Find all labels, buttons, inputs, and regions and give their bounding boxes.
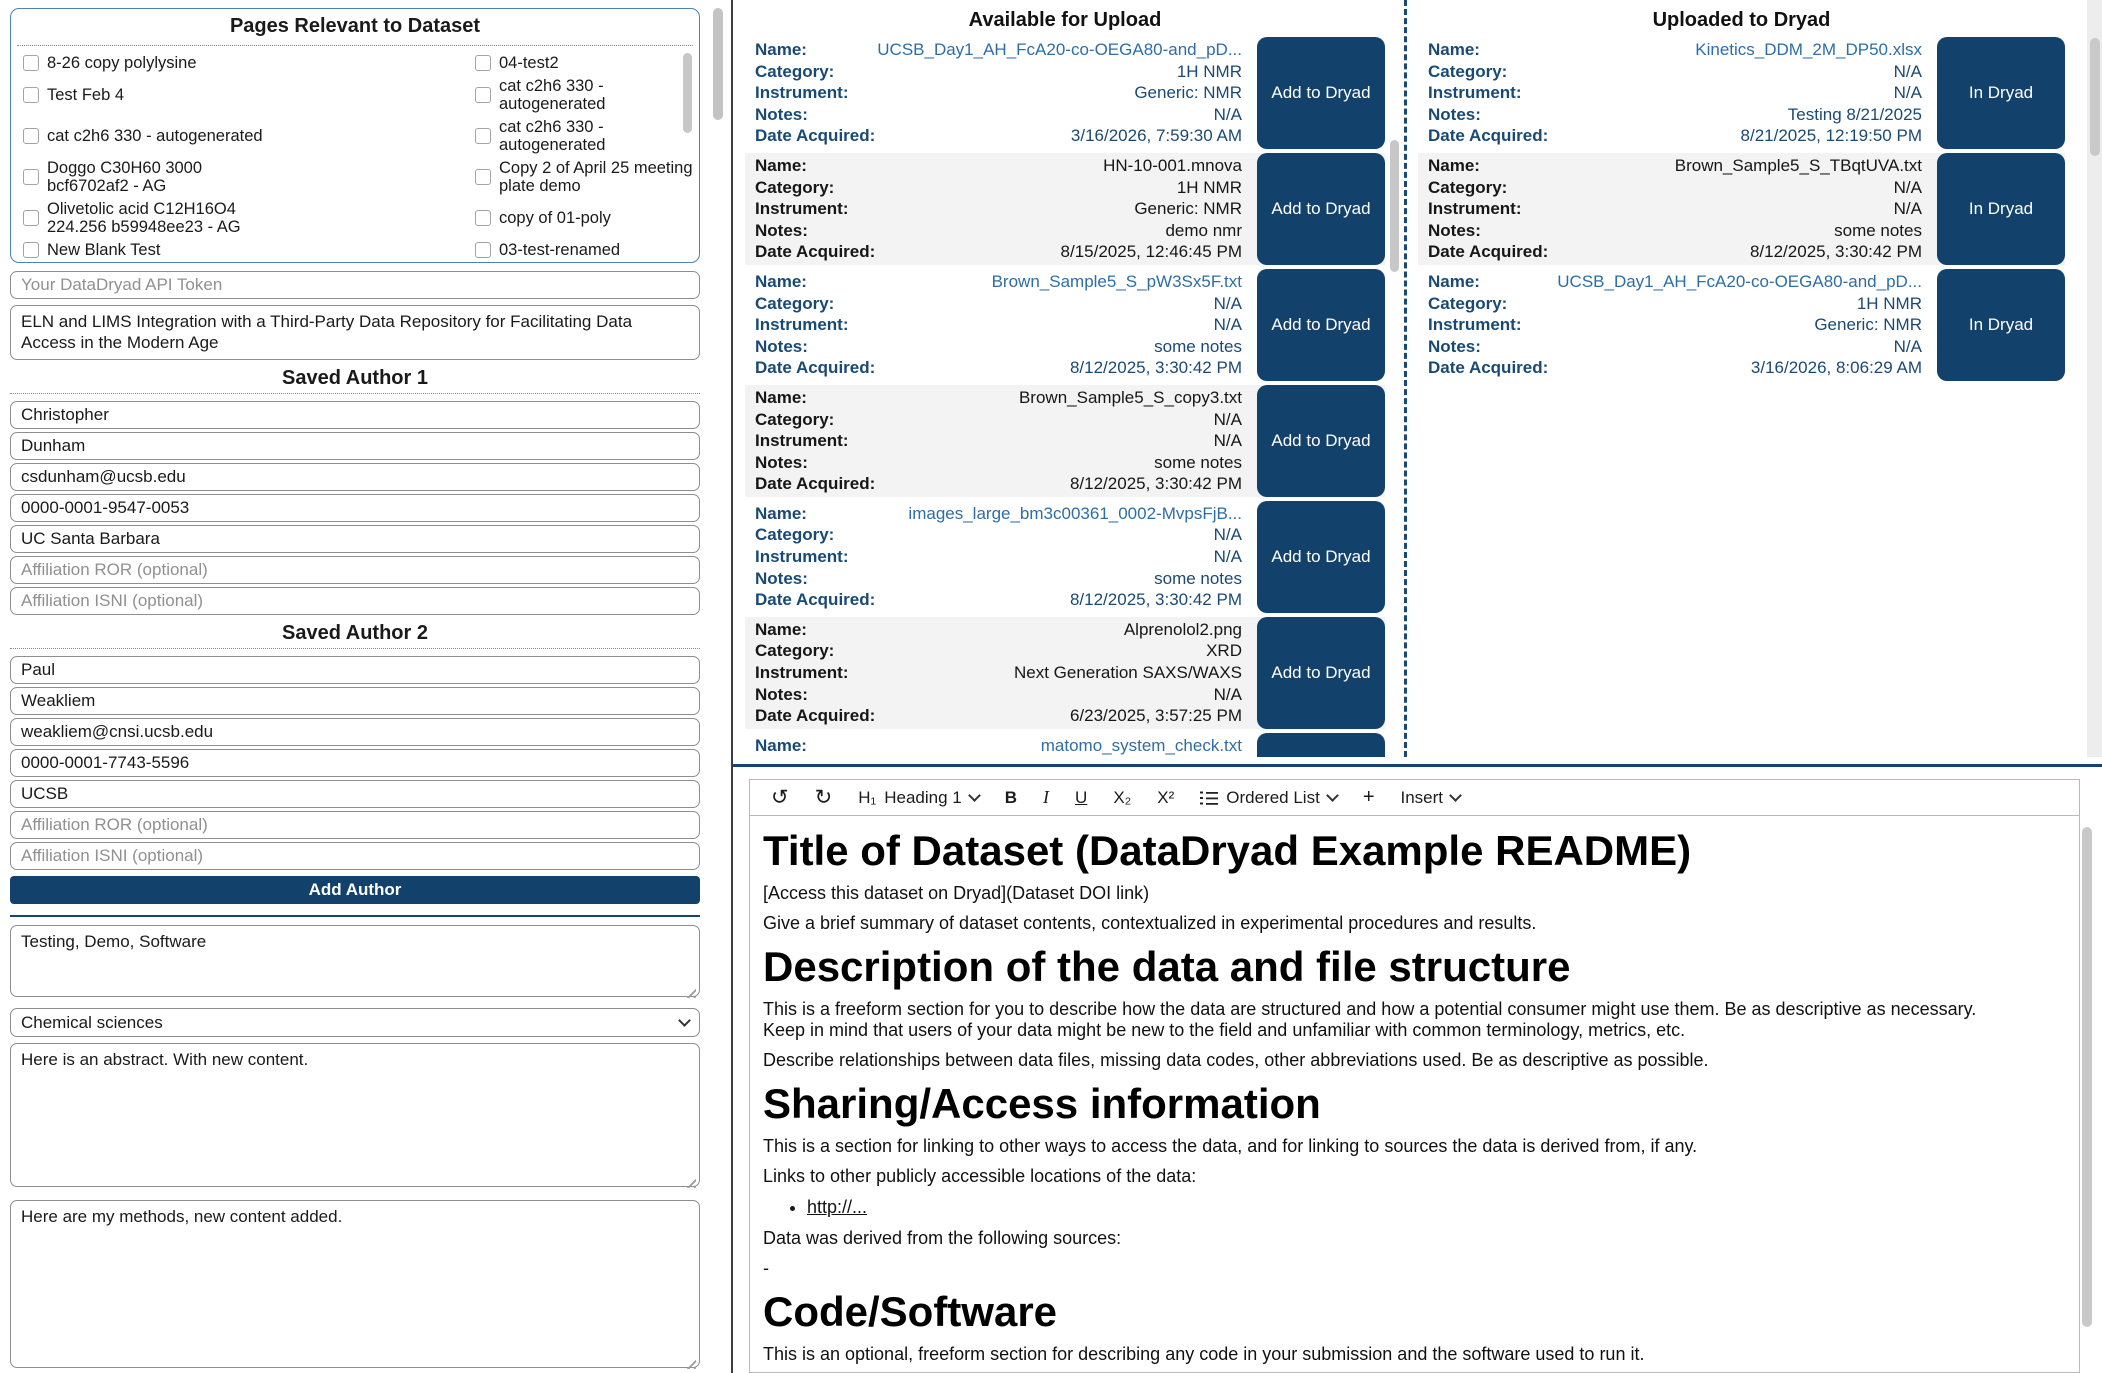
field-label-category: Category: bbox=[755, 525, 835, 545]
page-checkbox[interactable] bbox=[23, 242, 39, 258]
field-label-notes: Notes: bbox=[755, 684, 808, 704]
field-value-date: 3/16/2026, 8:06:29 AM bbox=[1750, 358, 1922, 378]
page-option[interactable] bbox=[23, 240, 475, 260]
file-fields bbox=[745, 153, 1251, 265]
file-fields bbox=[1418, 37, 1931, 149]
field-label-category: Category: bbox=[1428, 293, 1508, 313]
field-label-date: Date Acquired: bbox=[1428, 358, 1549, 378]
field-value-category: 1H NMR bbox=[1856, 293, 1922, 313]
field-label-date: Date Acquired: bbox=[1428, 126, 1549, 146]
pages-panel-title: Pages Relevant to Dataset bbox=[17, 15, 693, 46]
field-value-name[interactable]: UCSB_Day1_AH_FcA20-co-OEGA80-and_pD... bbox=[1557, 271, 1922, 291]
field-label-notes: Notes: bbox=[1428, 220, 1481, 240]
editor-content-area[interactable] bbox=[749, 816, 2080, 1373]
insert-plus-button[interactable]: + bbox=[1350, 780, 1388, 815]
doc-heading: Description of the data and file structure bbox=[763, 943, 1571, 990]
page-option[interactable] bbox=[475, 158, 695, 196]
field-label-date: Date Acquired: bbox=[755, 474, 876, 494]
page-option[interactable] bbox=[23, 158, 475, 196]
page-checkbox[interactable] bbox=[23, 128, 39, 144]
field-value-date: 8/12/2025, 3:30:42 PM bbox=[1749, 242, 1922, 262]
author-first-name-field[interactable] bbox=[10, 656, 700, 684]
chevron-down-icon bbox=[968, 789, 981, 802]
available-for-upload-column bbox=[733, 0, 1385, 757]
available-list-scrollbar bbox=[1385, 0, 1403, 757]
file-fields bbox=[745, 269, 1251, 381]
in-dryad-button[interactable]: In Dryad bbox=[1937, 37, 2065, 149]
page-option-label: 03-test-renamed bbox=[499, 241, 621, 259]
dotted-divider bbox=[10, 393, 700, 394]
field-label-notes: Notes: bbox=[755, 220, 808, 240]
page-option-label: copy of 01-poly bbox=[499, 209, 611, 227]
field-value-category: N/A bbox=[1213, 293, 1242, 313]
in-dryad-button[interactable]: In Dryad bbox=[1937, 269, 2065, 381]
uploaded-list-scrollbar-thumb[interactable] bbox=[2090, 38, 2100, 156]
field-label-instrument: Instrument: bbox=[755, 663, 849, 683]
ordered-list-icon bbox=[1200, 790, 1218, 806]
field-label-date: Date Acquired: bbox=[755, 242, 876, 262]
page-checkbox[interactable] bbox=[475, 169, 491, 185]
field-value-category: 1H NMR bbox=[1176, 177, 1242, 197]
field-value-notes: demo nmr bbox=[1165, 220, 1242, 240]
pages-list bbox=[15, 46, 695, 263]
field-value-date: 8/12/2025, 3:30:42 PM bbox=[1069, 474, 1242, 494]
field-value-category: N/A bbox=[1213, 409, 1242, 429]
field-value-notes: N/A bbox=[1213, 104, 1242, 124]
doc-bullet-item bbox=[807, 1197, 2019, 1218]
add-to-dryad-button[interactable]: Add to Dryad bbox=[1257, 617, 1385, 729]
page-option-label: New Blank Test bbox=[47, 241, 161, 259]
doc-paragraph: Links to other publicly accessible locations of the data: bbox=[763, 1166, 1197, 1186]
field-label-name: Name: bbox=[755, 735, 807, 755]
file-card bbox=[1418, 37, 2065, 149]
ordered-list-label: Ordered List bbox=[1226, 787, 1320, 807]
field-value-category: N/A bbox=[1213, 525, 1242, 545]
add-to-dryad-button[interactable]: Add to Dryad bbox=[1257, 37, 1385, 149]
field-label-instrument: Instrument: bbox=[755, 83, 849, 103]
page-checkbox[interactable] bbox=[475, 128, 491, 144]
available-list-scrollbar-thumb[interactable] bbox=[1390, 140, 1399, 272]
doc-link[interactable]: http://... bbox=[807, 1197, 868, 1217]
field-label-name: Name: bbox=[755, 387, 807, 407]
file-card bbox=[745, 153, 1385, 265]
file-fields bbox=[745, 501, 1251, 613]
available-files-list bbox=[745, 37, 1385, 757]
author-isni-field[interactable] bbox=[10, 842, 700, 870]
redo-icon: ↻ bbox=[814, 785, 833, 809]
author-affiliation-field[interactable] bbox=[10, 525, 700, 553]
left-column-scrollbar bbox=[706, 0, 731, 1373]
insert-dropdown-label: Insert bbox=[1400, 787, 1444, 807]
uploaded-list-scrollbar bbox=[2087, 0, 2102, 757]
field-value-notes: some notes bbox=[1154, 568, 1242, 588]
insert-dropdown[interactable] bbox=[1388, 780, 1474, 815]
field-value-name: Brown_Sample5_S_copy3.txt bbox=[1018, 387, 1242, 407]
field-value-date: 3/16/2026, 7:59:30 AM bbox=[1070, 126, 1242, 146]
field-value-name[interactable]: Kinetics_DDM_2M_DP50.xlsx bbox=[1695, 40, 1922, 59]
field-value-notes: N/A bbox=[1893, 336, 1922, 356]
field-label-category: Category: bbox=[755, 293, 835, 313]
page-option-label: cat c2h6 330 - autogenerated bbox=[499, 77, 606, 113]
file-card bbox=[745, 37, 1385, 149]
subscript-button[interactable]: X₂ bbox=[1100, 780, 1144, 815]
field-label-date: Date Acquired: bbox=[1428, 242, 1549, 262]
page-option-label: 04-test2 bbox=[499, 54, 559, 72]
field-value-category: N/A bbox=[1893, 177, 1922, 197]
page-option-label: Copy 2 of April 25 meeting plate demo bbox=[499, 159, 693, 195]
file-fields bbox=[1418, 269, 1931, 381]
field-value-name: Alprenolol2.png bbox=[1123, 619, 1242, 639]
field-value-instrument: Generic: NMR bbox=[1814, 315, 1922, 335]
field-label-category: Category: bbox=[1428, 61, 1508, 81]
field-label-name: Name: bbox=[755, 503, 807, 523]
add-to-dryad-button[interactable]: Add to Dryad bbox=[1257, 501, 1385, 613]
field-label-notes: Notes: bbox=[1428, 336, 1481, 356]
field-label-notes: Notes: bbox=[755, 452, 808, 472]
page-option[interactable] bbox=[475, 53, 695, 73]
field-label-category: Category: bbox=[1428, 177, 1508, 197]
field-value-category: XRD bbox=[1206, 641, 1242, 661]
author-email-field[interactable] bbox=[10, 718, 700, 746]
author-last-name-field[interactable] bbox=[10, 432, 700, 460]
field-value-instrument: Next Generation SAXS/WAXS bbox=[1013, 663, 1242, 683]
field-label-instrument: Instrument: bbox=[1428, 83, 1522, 103]
undo-icon: ↺ bbox=[771, 785, 789, 809]
redo-button[interactable] bbox=[802, 780, 846, 815]
keywords-wrap bbox=[10, 925, 700, 1002]
subject-select[interactable] bbox=[10, 1008, 700, 1037]
field-value-category: N/A bbox=[1893, 61, 1922, 81]
field-value-instrument: N/A bbox=[1213, 315, 1242, 335]
page-checkbox[interactable] bbox=[23, 87, 39, 103]
field-value-instrument: N/A bbox=[1213, 547, 1242, 567]
field-value-name[interactable]: UCSB_Day1_AH_FcA20-co-OEGA80-and_pD... bbox=[877, 40, 1242, 59]
field-label-instrument: Instrument: bbox=[1428, 315, 1522, 335]
page-option-label: Doggo C30H60 3000 bcf6702af2 - AG bbox=[47, 159, 203, 195]
add-author-button[interactable]: Add Author bbox=[10, 876, 700, 903]
page-option[interactable] bbox=[23, 199, 475, 237]
author-orcid-field[interactable] bbox=[10, 494, 700, 522]
page-checkbox[interactable] bbox=[475, 55, 491, 71]
field-label-date: Date Acquired: bbox=[755, 706, 876, 726]
add-to-dryad-button[interactable]: Add to Dryad bbox=[1257, 153, 1385, 265]
page-checkbox[interactable] bbox=[475, 87, 491, 103]
in-dryad-button[interactable]: In Dryad bbox=[1937, 153, 2065, 265]
file-card bbox=[745, 617, 1385, 729]
author-email-field[interactable] bbox=[10, 463, 700, 491]
field-value-name[interactable]: matomo_system_check.txt bbox=[1040, 735, 1242, 755]
dryad-upload-section bbox=[731, 0, 2102, 1373]
doc-paragraph: [Access this dataset on Dryad](Dataset DOI link) bbox=[763, 883, 1150, 903]
field-value-date: 8/12/2025, 3:30:42 PM bbox=[1069, 358, 1242, 378]
field-value-notes: some notes bbox=[1834, 220, 1922, 240]
dotted-divider bbox=[10, 648, 700, 649]
field-label-instrument: Instrument: bbox=[755, 431, 849, 451]
field-value-notes: some notes bbox=[1154, 336, 1242, 356]
field-value-date: 6/23/2025, 3:57:25 PM bbox=[1069, 706, 1242, 726]
file-card bbox=[1418, 269, 2065, 381]
readme-editor-section bbox=[733, 764, 2102, 1373]
page-option[interactable] bbox=[23, 117, 475, 155]
editor-scrollbar-thumb[interactable] bbox=[2082, 827, 2092, 1327]
field-label-category: Category: bbox=[755, 641, 835, 661]
file-fields bbox=[1418, 153, 1931, 265]
doc-bullet-list bbox=[763, 1197, 2019, 1218]
field-label-notes: Notes: bbox=[1428, 104, 1481, 124]
field-label-name: Name: bbox=[755, 155, 807, 175]
field-value-name: Brown_Sample5_S_TBqtUVA.txt bbox=[1674, 155, 1922, 175]
file-card bbox=[745, 269, 1385, 381]
author-section-heading: Saved Author 2 bbox=[282, 622, 428, 645]
field-label-instrument: Instrument: bbox=[1428, 199, 1522, 219]
field-value-category bbox=[1177, 756, 1242, 757]
page-checkbox[interactable] bbox=[23, 55, 39, 71]
file-card bbox=[745, 501, 1385, 613]
upload-lists-area bbox=[733, 0, 2102, 757]
field-value-instrument: N/A bbox=[1893, 199, 1922, 219]
field-label-category: Category: bbox=[755, 61, 835, 81]
available-list-title: Available for Upload bbox=[968, 9, 1162, 31]
doc-paragraph: Give a brief summary of dataset contents, contextualized in experimental procedures and results. bbox=[763, 913, 1537, 933]
section-divider bbox=[10, 915, 700, 918]
file-card bbox=[1418, 153, 2065, 265]
page-option-label: cat c2h6 330 - autogenerated bbox=[47, 127, 263, 145]
abstract-wrap bbox=[10, 1043, 700, 1192]
uploaded-list-title: Uploaded to Dryad bbox=[1652, 9, 1831, 31]
left-column-scrollbar-thumb[interactable] bbox=[713, 8, 723, 120]
pages-relevant-panel bbox=[10, 8, 700, 263]
doc-paragraph: - bbox=[763, 1258, 769, 1278]
page-checkbox[interactable] bbox=[23, 210, 39, 226]
field-value-notes: N/A bbox=[1213, 684, 1242, 704]
field-value-notes: Testing 8/21/2025 bbox=[1787, 104, 1922, 124]
field-label-name: Name: bbox=[1428, 40, 1480, 59]
doc-heading: Code/Software bbox=[763, 1288, 1058, 1335]
page-checkbox[interactable] bbox=[475, 210, 491, 226]
editor-toolbar bbox=[749, 779, 2080, 816]
page-option[interactable] bbox=[475, 76, 695, 114]
heading-dropdown-label: Heading 1 bbox=[884, 787, 962, 807]
undo-button[interactable] bbox=[758, 780, 802, 815]
field-value-name[interactable]: Brown_Sample5_S_pW3Sx5F.txt bbox=[991, 271, 1242, 291]
page-option-label: cat c2h6 330 - autogenerated bbox=[499, 118, 606, 154]
page-option-label: Test Feb 4 bbox=[47, 86, 125, 104]
column-divider bbox=[1404, 0, 1407, 757]
chevron-down-icon bbox=[1326, 789, 1339, 802]
field-value-instrument: N/A bbox=[1893, 83, 1922, 103]
field-value-date: 8/12/2025, 3:30:42 PM bbox=[1069, 590, 1242, 610]
add-to-dryad-button[interactable]: Add to Dryad bbox=[1257, 269, 1385, 381]
field-label-notes: Notes: bbox=[755, 104, 808, 124]
underline-button[interactable]: U bbox=[1062, 780, 1100, 815]
methods-textarea[interactable] bbox=[10, 1200, 700, 1368]
field-value-instrument: Generic: NMR bbox=[1134, 199, 1242, 219]
field-value-name: HN-10-001.mnova bbox=[1103, 155, 1242, 175]
uploaded-files-list bbox=[1418, 37, 2065, 757]
field-value-date: 8/21/2025, 12:19:50 PM bbox=[1740, 126, 1922, 146]
page-checkbox[interactable] bbox=[475, 242, 491, 258]
field-label-instrument: Instrument: bbox=[755, 547, 849, 567]
pages-list-scrollbar-thumb[interactable] bbox=[683, 53, 692, 133]
methods-wrap bbox=[10, 1200, 700, 1373]
field-label-category bbox=[755, 756, 834, 757]
author-isni-field[interactable] bbox=[10, 587, 700, 615]
author-ror-field[interactable] bbox=[10, 811, 700, 839]
doc-heading: Title of Dataset (DataDryad Example README) bbox=[763, 827, 1692, 874]
doc-paragraph: Describe relationships between data files, missing data codes, other abbreviations used. Be as descriptive as possible. bbox=[763, 1050, 1709, 1070]
page-option-label: 8-26 copy polylysine bbox=[47, 54, 197, 72]
field-label-instrument: Instrument: bbox=[755, 199, 849, 219]
field-value-category: 1H NMR bbox=[1176, 61, 1242, 81]
page-option[interactable] bbox=[23, 76, 475, 114]
field-value-notes: some notes bbox=[1154, 452, 1242, 472]
abstract-textarea[interactable] bbox=[10, 1043, 700, 1187]
editor-document bbox=[763, 828, 2019, 1373]
dataset-title-textarea[interactable] bbox=[10, 305, 700, 360]
author-section-heading: Saved Author 1 bbox=[282, 367, 428, 390]
field-label-name: Name: bbox=[755, 271, 807, 291]
field-value-instrument: Generic: NMR bbox=[1134, 83, 1242, 103]
heading-style-dropdown[interactable] bbox=[845, 780, 992, 815]
ordered-list-dropdown[interactable] bbox=[1187, 780, 1350, 815]
doc-paragraph: This is an optional, freeform section for describing any code in your submission and the software used to run it. bbox=[763, 1344, 1645, 1364]
page-option[interactable] bbox=[475, 117, 695, 155]
italic-button[interactable]: I bbox=[1030, 780, 1062, 815]
field-label-name: Name: bbox=[1428, 155, 1480, 175]
field-label-name: Name: bbox=[755, 40, 807, 59]
field-value-name[interactable]: images_large_bm3c00361_0002-MvpsFjB... bbox=[908, 503, 1242, 523]
page-option-label: Olivetolic acid C12H16O4 224.256 b59948ee23 - AG bbox=[47, 200, 241, 236]
bold-button[interactable]: B bbox=[992, 780, 1030, 815]
author-affiliation-field[interactable] bbox=[10, 780, 700, 808]
field-label-notes: Notes: bbox=[755, 336, 808, 356]
field-label-date: Date Acquired: bbox=[755, 358, 876, 378]
doc-paragraph: This is a freeform section for you to describe how the data are structured and how a potential consumer might use them. Be as descriptive as necessary. Keep in mind that users of your data might be new to the field and unfamiliar with common terminology, metrics, etc. bbox=[763, 999, 1977, 1040]
author-orcid-field[interactable] bbox=[10, 749, 700, 777]
field-label-name: Name: bbox=[755, 619, 807, 639]
author-last-name-field[interactable] bbox=[10, 687, 700, 715]
field-label-instrument: Instrument: bbox=[755, 315, 849, 335]
doc-heading: Sharing/Access information bbox=[763, 1080, 1321, 1127]
author-first-name-field[interactable] bbox=[10, 401, 700, 429]
page-option[interactable] bbox=[475, 240, 695, 260]
field-label-date: Date Acquired: bbox=[755, 590, 876, 610]
author-ror-field[interactable] bbox=[10, 556, 700, 584]
field-value-instrument: N/A bbox=[1213, 431, 1242, 451]
file-card bbox=[745, 385, 1385, 497]
add-to-dryad-button[interactable] bbox=[1257, 733, 1385, 757]
field-label-category: Category: bbox=[755, 409, 835, 429]
field-label-date: Date Acquired: bbox=[755, 126, 876, 146]
subject-select-value: Chemical sciences bbox=[21, 1012, 163, 1032]
field-label-name: Name: bbox=[1428, 271, 1480, 291]
heading-1-icon: H₁ bbox=[858, 787, 877, 807]
chevron-down-icon bbox=[1449, 789, 1462, 802]
superscript-button[interactable]: X² bbox=[1144, 780, 1187, 815]
doc-paragraph: This is a section for linking to other ways to access the data, and for linking to sources the data is derived from, if any. bbox=[763, 1136, 1698, 1156]
page-checkbox[interactable] bbox=[23, 169, 39, 185]
field-value-date: 8/15/2025, 12:46:45 PM bbox=[1060, 242, 1242, 262]
file-fields bbox=[745, 617, 1251, 729]
page-option[interactable] bbox=[475, 199, 695, 237]
add-to-dryad-button[interactable]: Add to Dryad bbox=[1257, 385, 1385, 497]
authors-host bbox=[10, 360, 706, 870]
api-token-input[interactable] bbox=[10, 271, 700, 299]
page-option[interactable] bbox=[23, 53, 475, 73]
file-fields bbox=[745, 37, 1251, 149]
uploaded-to-dryad-column bbox=[1408, 0, 2087, 757]
doc-paragraph: Data was derived from the following sources: bbox=[763, 1228, 1122, 1248]
chevron-down-icon bbox=[678, 1014, 691, 1027]
field-label-category: Category: bbox=[755, 177, 835, 197]
dataset-form-column bbox=[0, 0, 706, 1373]
field-label-notes: Notes: bbox=[755, 568, 808, 588]
file-fields bbox=[745, 733, 1251, 757]
file-card bbox=[745, 733, 1385, 757]
file-fields bbox=[745, 385, 1251, 497]
keywords-textarea[interactable] bbox=[10, 925, 700, 997]
